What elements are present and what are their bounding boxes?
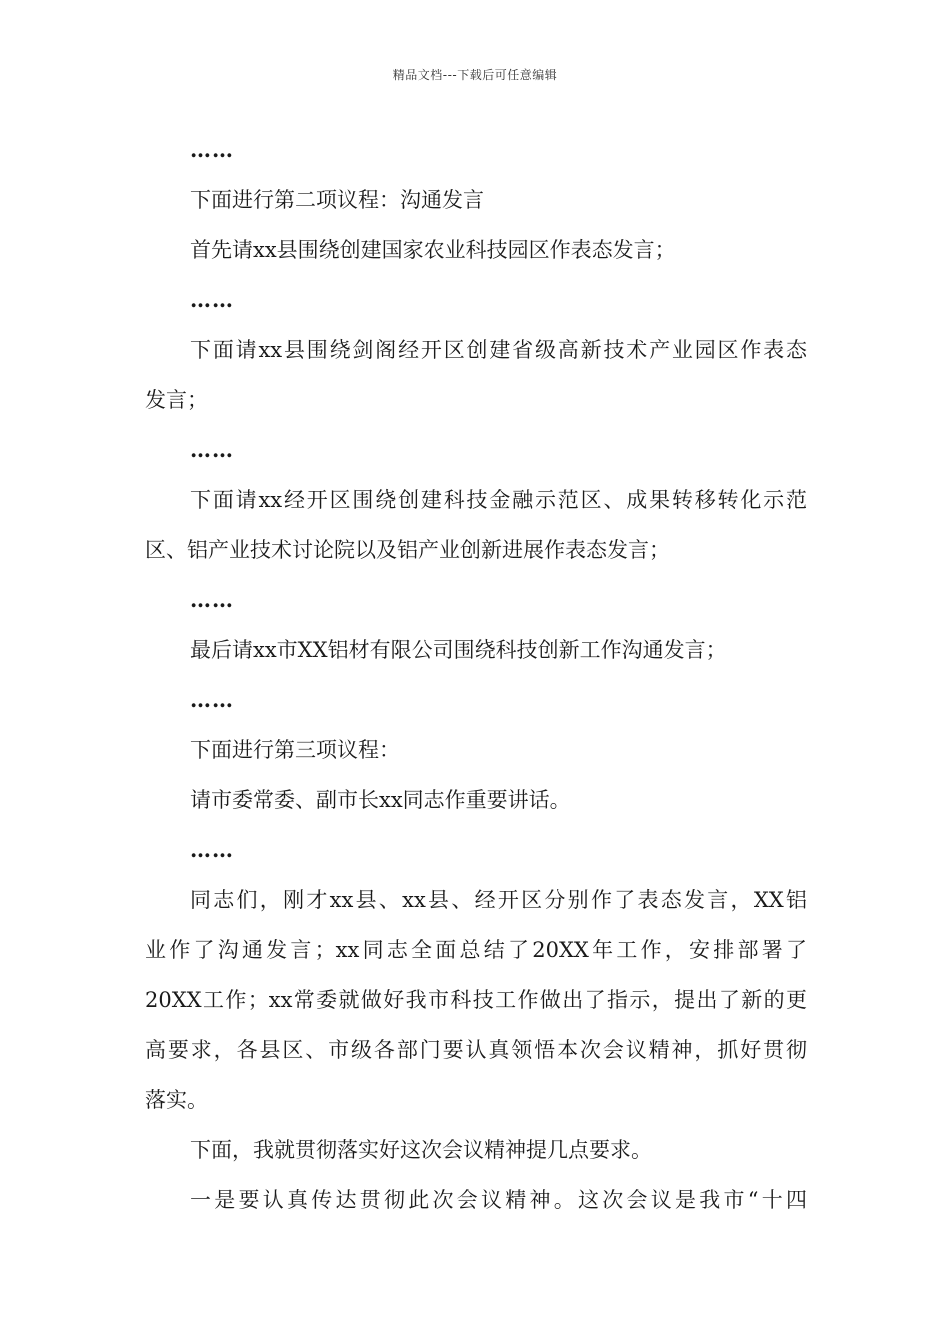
paragraph-line: 一是要认真传达贯彻此次会议精神。这次会议是我市“十四 (190, 1188, 807, 1212)
paragraph-line: 最后请xx市XX铝材有限公司围绕科技创新工作沟通发言； (190, 638, 727, 662)
paragraph-line: 高要求，各县区、市级各部门要认真领悟本次会议精神，抓好贯彻 (145, 1038, 807, 1062)
page-header: 精品文档---下载后可任意编辑 (392, 68, 558, 82)
ellipsis-line: …… (190, 587, 234, 612)
paragraph-line: 发言； (145, 388, 208, 412)
agenda-item-3-heading: 下面进行第三项议程： (190, 738, 400, 762)
paragraph-line: 20XX工作；xx常委就做好我市科技工作做出了指示，提出了新的更 (145, 988, 807, 1012)
ellipsis-line: …… (190, 287, 234, 312)
paragraph-line: 同志们，刚才xx县、xx县、经开区分别作了表态发言，XX铝 (190, 888, 807, 912)
paragraph-line: 首先请xx县围绕创建国家农业科技园区作表态发言； (190, 238, 676, 262)
paragraph-line: 下面请xx县围绕剑阁经开区创建省级高新技术产业园区作表态 (190, 338, 807, 362)
ellipsis-line: …… (190, 687, 234, 712)
ellipsis-line: …… (190, 437, 234, 462)
paragraph-line: 落实。 (145, 1088, 208, 1112)
paragraph-line: 区、铝产业技术讨论院以及铝产业创新进展作表态发言； (145, 538, 670, 562)
paragraph-line: 下面请xx经开区围绕创建科技金融示范区、成果转移转化示范 (190, 488, 807, 512)
paragraph-line: 请市委常委、副市长xx同志作重要讲话。 (190, 788, 571, 812)
paragraph-line: 业作了沟通发言；xx同志全面总结了20XX年工作，安排部署了 (145, 938, 807, 962)
ellipsis-line: …… (190, 837, 234, 862)
agenda-item-2-heading: 下面进行第二项议程：沟通发言 (190, 188, 484, 212)
ellipsis-line: …… (190, 137, 234, 162)
paragraph-line: 下面，我就贯彻落实好这次会议精神提几点要求。 (190, 1138, 652, 1162)
